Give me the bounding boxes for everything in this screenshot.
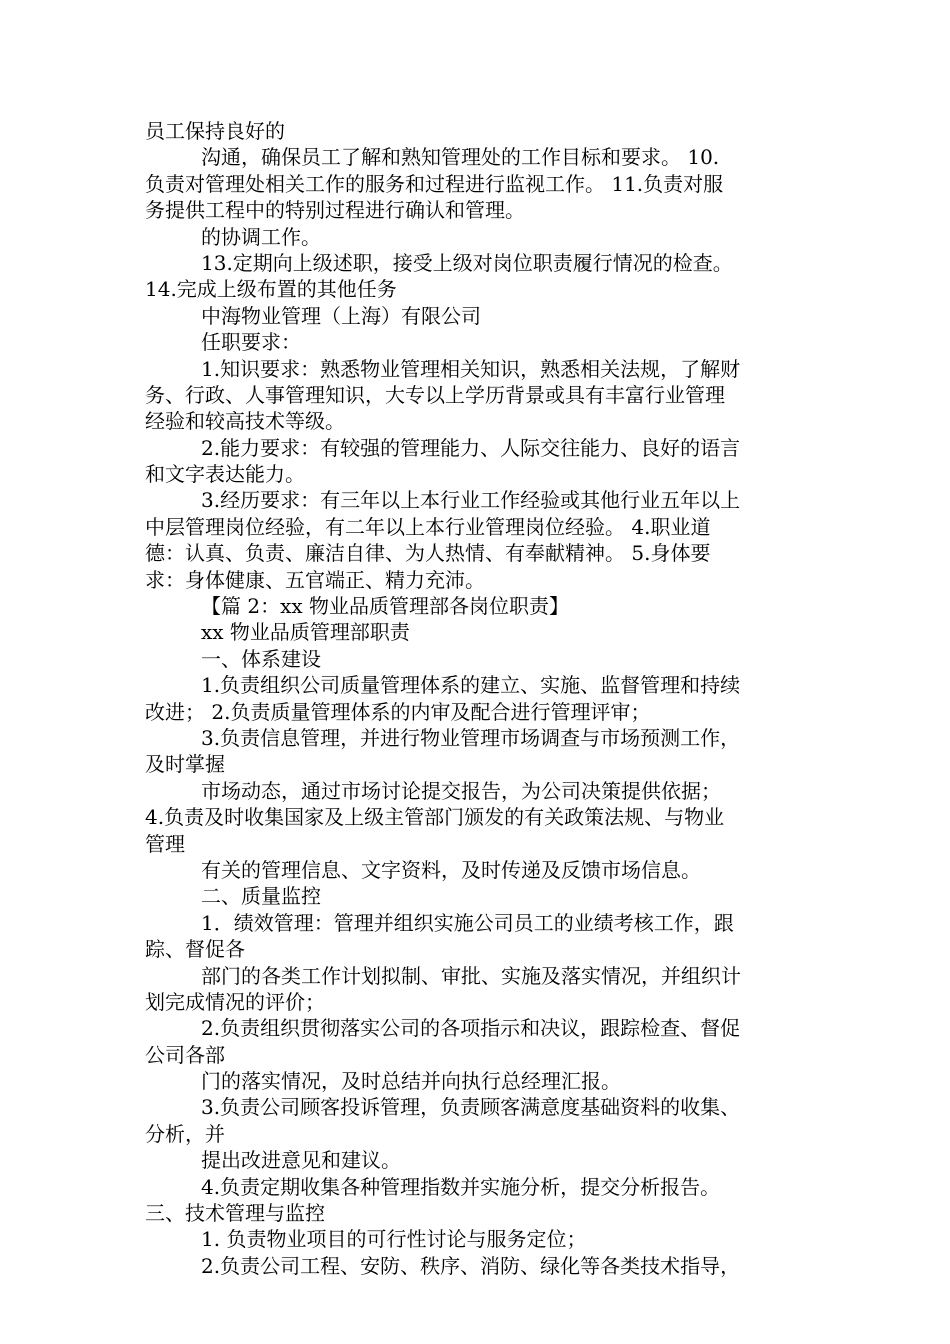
- text-line: 沟通，确保员工了解和熟知管理处的工作目标和要求。 10.: [201, 145, 720, 170]
- text-line: 1.负责组织公司质量管理体系的建立、实施、监督管理和持续: [201, 673, 741, 698]
- text-line: 和文字表达能力。: [145, 462, 305, 487]
- text-line: 提出改进意见和建议。: [201, 1148, 401, 1173]
- text-line: 中海物业管理（上海）有限公司: [201, 303, 481, 328]
- text-line: 门的落实情况，及时总结并向执行总经理汇报。: [201, 1069, 621, 1094]
- text-line: 分析，并: [145, 1121, 225, 1146]
- text-line: 划完成情况的评价；: [145, 989, 325, 1014]
- text-line: 管理: [145, 831, 185, 856]
- text-line: 13.定期向上级述职，接受上级对岗位职责履行情况的检查。: [201, 250, 733, 275]
- text-line: 负责对管理处相关工作的服务和过程进行监视工作。 11.负责对服: [145, 171, 724, 196]
- text-line: 的协调工作。: [201, 224, 321, 249]
- text-line: 4.负责及时收集国家及上级主管部门颁发的有关政策法规、与物业: [145, 805, 725, 830]
- text-line: 一、体系建设: [201, 646, 321, 671]
- text-line: 任职要求：: [201, 330, 301, 355]
- text-line: 1．绩效管理：管理并组织实施公司员工的业绩考核工作，跟: [201, 910, 734, 935]
- text-line: 市场动态，通过市场讨论提交报告，为公司决策提供依据；: [201, 778, 721, 803]
- text-line: 三、技术管理与监控: [145, 1201, 325, 1226]
- text-line: xx 物业品质管理部职责: [201, 620, 410, 645]
- text-line: 4.负责定期收集各种管理指数并实施分析，提交分析报告。: [201, 1174, 721, 1199]
- text-line: 踪、督促各: [145, 937, 245, 962]
- text-line: 3.负责信息管理，并进行物业管理市场调查与市场预测工作，: [201, 725, 741, 750]
- text-line: 有关的管理信息、文字资料，及时传递及反馈市场信息。: [201, 857, 701, 882]
- text-line: 2.负责组织贯彻落实公司的各项指示和决议，跟踪检查、督促: [201, 1016, 741, 1041]
- document-body: [145, 118, 810, 1279]
- text-line: 3.负责公司顾客投诉管理，负责顾客满意度基础资料的收集、: [201, 1095, 741, 1120]
- text-line: 1.知识要求：熟悉物业管理相关知识，熟悉相关法规，了解财: [201, 356, 741, 381]
- text-line: 14.完成上级布置的其他任务: [145, 277, 397, 302]
- text-line: 务、行政、人事管理知识，大专以上学历背景或具有丰富行业管理: [145, 382, 725, 407]
- text-line: 及时掌握: [145, 752, 225, 777]
- text-line: 求：身体健康、五官端正、精力充沛。: [145, 567, 485, 592]
- text-line: 部门的各类工作计划拟制、审批、实施及落实情况，并组织计: [201, 963, 741, 988]
- text-line: 【篇 2：xx 物业品质管理部各岗位职责】: [201, 594, 569, 619]
- text-line: 3.经历要求：有三年以上本行业工作经验或其他行业五年以上: [201, 488, 741, 513]
- text-line: 2.负责公司工程、安防、秩序、消防、绿化等各类技术指导，: [201, 1253, 741, 1278]
- text-line: 务提供工程中的特别过程进行确认和管理。: [145, 198, 525, 223]
- text-line: 中层管理岗位经验，有二年以上本行业管理岗位经验。 4.职业道: [145, 514, 711, 539]
- text-line: 公司各部: [145, 1042, 225, 1067]
- text-line: 2.能力要求：有较强的管理能力、人际交往能力、良好的语言: [201, 435, 741, 460]
- text-line: 员工保持良好的: [145, 119, 285, 143]
- text-line: 德：认真、负责、廉洁自律、为人热情、有奉献精神。 5.身体要: [145, 541, 711, 566]
- text-line: 改进； 2.负责质量管理体系的内审及配合进行管理评审；: [145, 699, 651, 724]
- text-line: 二、质量监控: [201, 884, 321, 909]
- text-line: 经验和较高技术等级。: [145, 409, 345, 434]
- text-line: 1. 负责物业项目的可行性讨论与服务定位；: [201, 1227, 587, 1252]
